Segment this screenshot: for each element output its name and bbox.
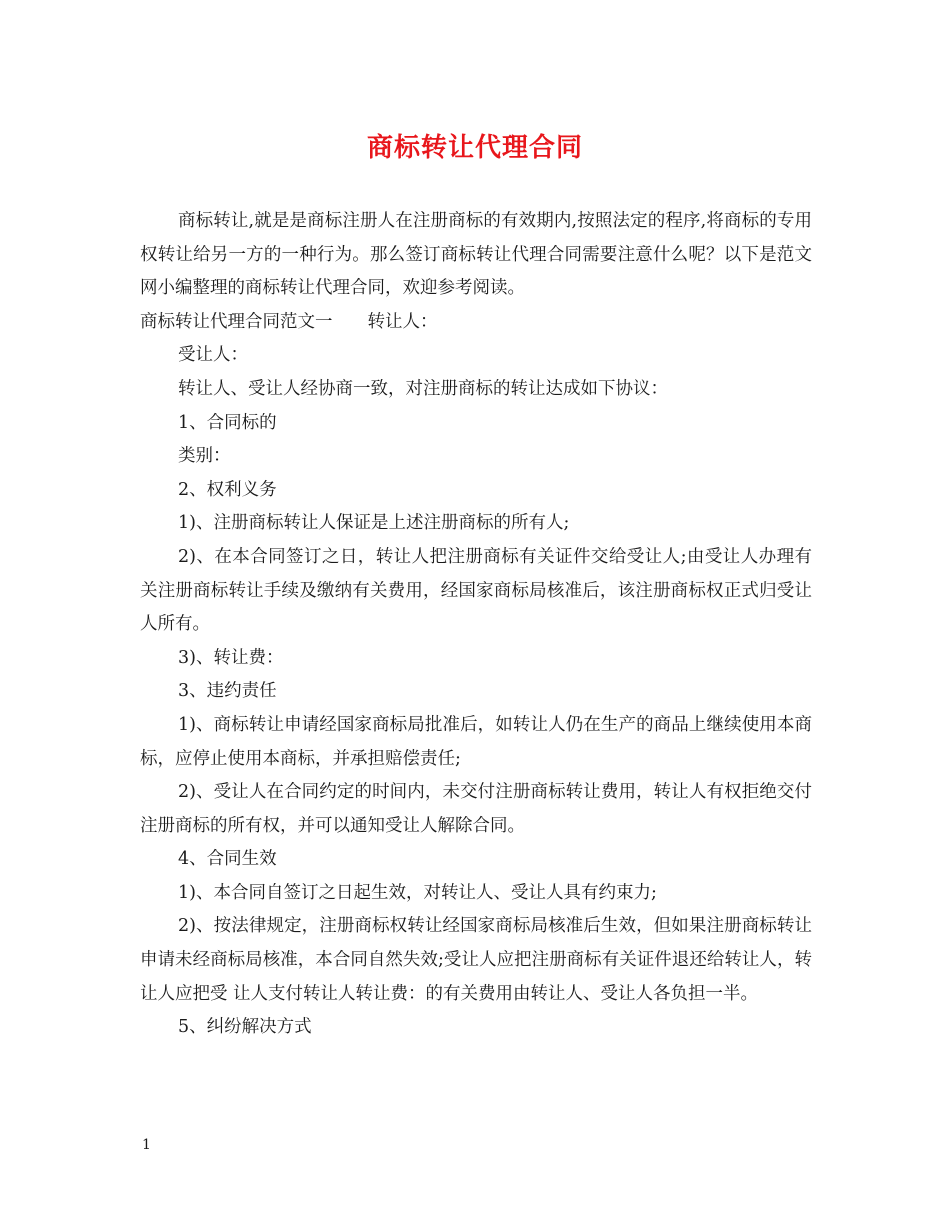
agreement-preamble: 转让人、受让人经协商一致，对注册商标的转让达成如下协议： [178, 378, 668, 399]
sample-heading-line: 商标转让代理合同范文一 转让人： [140, 311, 438, 332]
assignee-line: 受让人： [178, 345, 248, 366]
page-number: 1 [142, 1137, 151, 1153]
document-title: 商标转让代理合同 [366, 133, 583, 163]
section-heading: 5、纠纷解决方式 [178, 1017, 312, 1038]
clause-paragraph: 1)、注册商标转让人保证是上述注册商标的所有人; [178, 513, 570, 534]
clause-paragraph: 1)、本合同自签订之日起生效，对转让人、受让人具有约束力; [178, 882, 657, 903]
clause-paragraph: 2)、在本合同签订之日，转让人把注册商标有关证件交给受让人;由受让人办理有关注册商标转让手续及缴纳有关费用，经国家商标局核准后，该注册商标权正式归受让人所有。 [140, 546, 812, 635]
section-heading: 4、合同生效 [178, 849, 277, 870]
section-heading: 1、合同标的 [178, 412, 277, 433]
clause-paragraph: 2)、受让人在合同约定的时间内，未交付注册商标转让费用，转让人有权拒绝交付注册商标的所有权，并可以通知受让人解除合同。 [140, 782, 812, 836]
clause-paragraph: 2)、按法律规定，注册商标权转让经国家商标局核准后生效，但如果注册商标转让申请未经商标局核准，本合同自然失效;受让人应把注册商标有关证件退还给转让人，转让人应把受 让人支付转让人转让费：的有关费用由转让人、受让人各负担一半。 [140, 916, 812, 1004]
intro-paragraph: 商标转让,就是是商标注册人在注册商标的有效期内,按照法定的程序,将商标的专用权转让给另一方的一种行为。那么签订商标转让代理合同需要注意什么呢？以下是范文网小编整理的商标转让代理合同，欢迎参考阅读。 [140, 211, 812, 299]
section-heading: 3、违约责任 [178, 681, 277, 702]
section-heading: 2、权利义务 [178, 479, 277, 500]
clause-paragraph: 3)、转让费： [178, 647, 284, 668]
document-body [140, 205, 812, 1045]
category-line: 类别： [178, 446, 231, 467]
clause-paragraph: 1)、商标转让申请经国家商标局批准后，如转让人仍在生产的商品上继续使用本商标，应停止使用本商标，并承担赔偿责任; [140, 714, 812, 769]
